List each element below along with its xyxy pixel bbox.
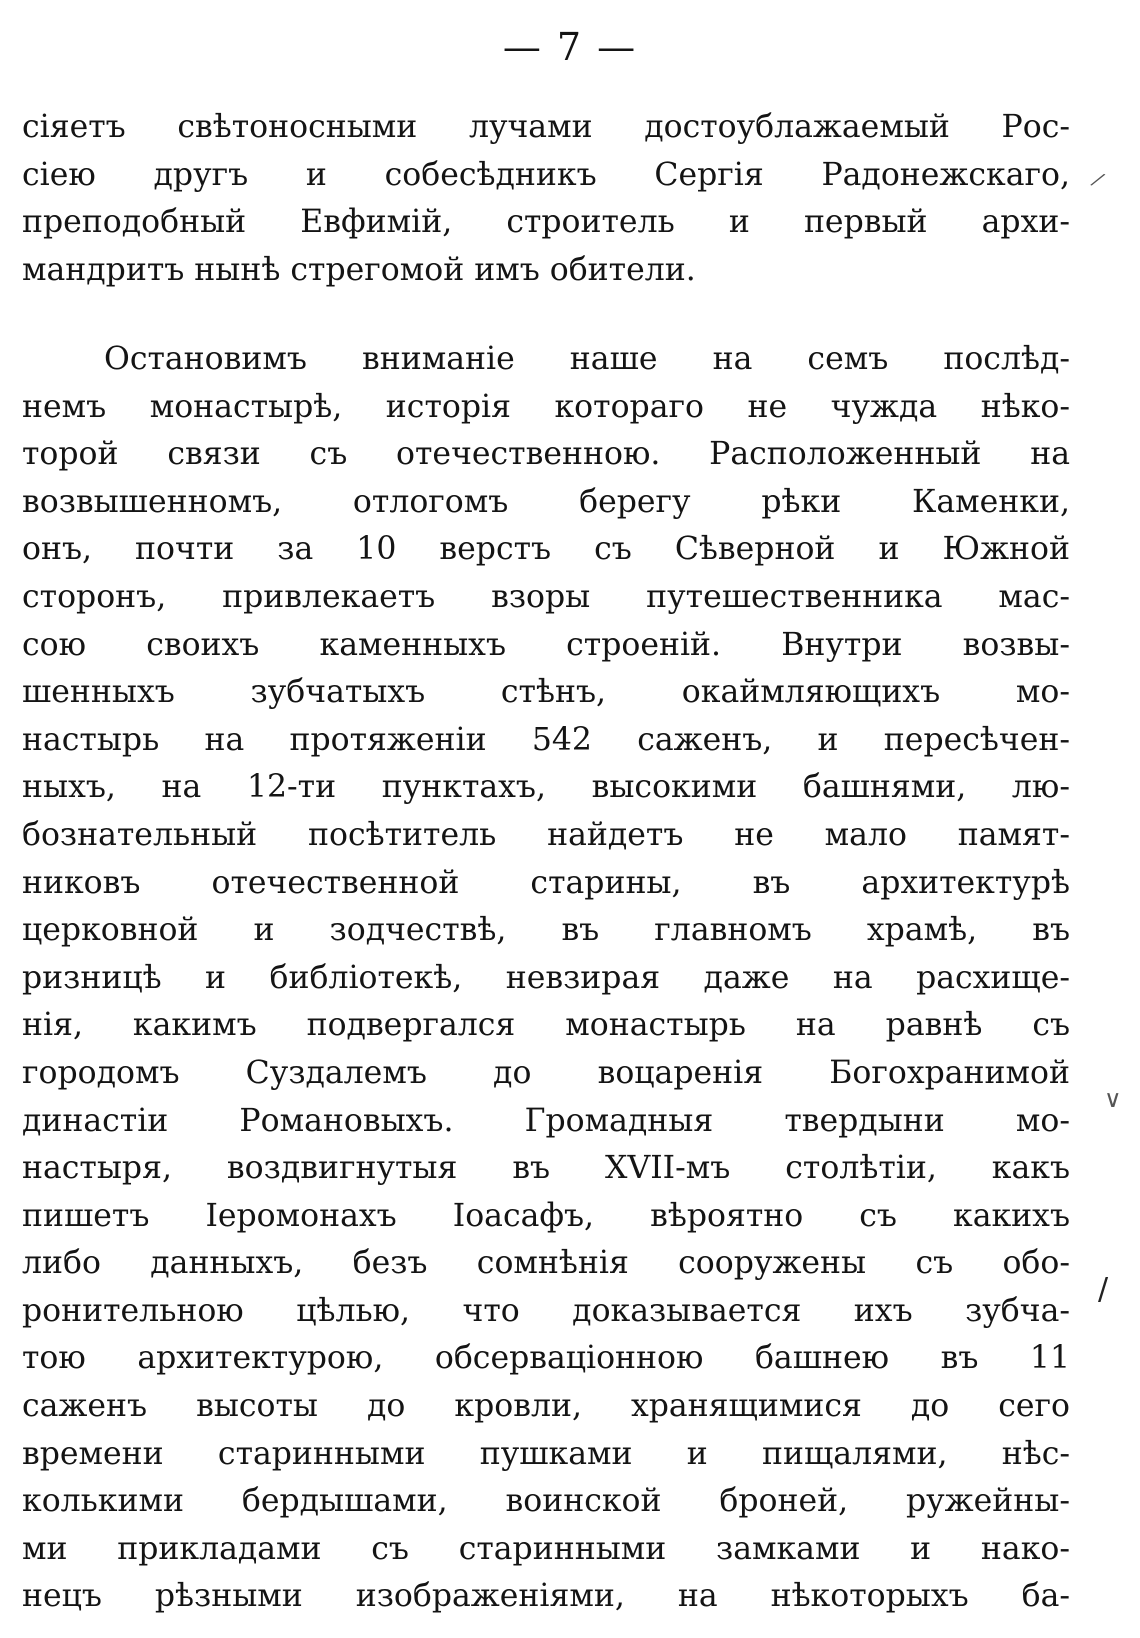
text-line: тою архитектурою, обсерваціонною башнею въ 11 bbox=[22, 1340, 1070, 1377]
text-line: сою своихъ каменныхъ строеній. Внутри возвы- bbox=[22, 626, 1070, 663]
text-line: немъ монастырѣ, исторія котораго не чужда нѣко- bbox=[22, 388, 1070, 425]
text-line: пишетъ Іеромонахъ Іоасафъ, вѣроятно съ какихъ bbox=[22, 1197, 1070, 1234]
text-line: саженъ высоты до кровли, хранящимися до сего bbox=[22, 1388, 1070, 1425]
text-line: городомъ Суздалемъ до воцаренія Богохранимой bbox=[22, 1054, 1070, 1091]
text-line: онъ, почти за 10 верстъ съ Сѣверной и Южной bbox=[22, 531, 1070, 568]
margin-pencil-mark: ⁄ bbox=[1091, 168, 1104, 192]
text-line: сіею другъ и собесѣдникъ Сергія Радонежскаго, bbox=[22, 156, 1070, 193]
text-line: торой связи съ отечественною. Расположенный на bbox=[22, 436, 1070, 473]
text-line: мандритъ нынѣ стрегомой имъ обители. bbox=[22, 251, 696, 288]
page-number: — 7 — bbox=[502, 25, 638, 69]
text-line: настыря, воздвигнутыя въ XVII-мъ столѣтіи, какъ bbox=[22, 1150, 1070, 1187]
text-line: ми прикладами съ старинными замками и нако- bbox=[22, 1530, 1070, 1567]
text-line: Остановимъ вниманіе наше на семъ послѣд- bbox=[104, 341, 1070, 377]
text-line: нія, какимъ подвергался монастырь на равнѣ съ bbox=[22, 1007, 1070, 1044]
text-line: церковной и зодчествѣ, въ главномъ храмѣ, въ bbox=[22, 912, 1070, 949]
margin-check-mark: ∨ bbox=[1104, 1085, 1122, 1113]
text-line: бознательный посѣтитель найдетъ не мало памят- bbox=[22, 816, 1070, 853]
text-line: преподобный Евфимій, строитель и первый архи- bbox=[22, 204, 1070, 241]
margin-pencil-mark: / bbox=[1098, 1272, 1109, 1307]
text-line: сіяетъ свѣтоносными лучами достоублажаемый Рос- bbox=[22, 109, 1070, 145]
text-line: колькими бердышами, воинской броней, ружейны- bbox=[22, 1483, 1070, 1520]
text-line: либо данныхъ, безъ сомнѣнія сооружены съ обо- bbox=[22, 1245, 1070, 1282]
text-line: сторонъ, привлекаетъ взоры путешественника мас- bbox=[22, 578, 1070, 615]
paragraph-2 bbox=[22, 336, 1070, 1621]
text-line: настырь на протяженіи 542 саженъ, и пересѣчен- bbox=[22, 721, 1070, 758]
text-line: никовъ отечественной старины, въ архитектурѣ bbox=[22, 864, 1070, 901]
text-line: ныхъ, на 12-ти пунктахъ, высокими башнями, лю- bbox=[22, 769, 1070, 806]
text-line: династіи Романовыхъ. Громадныя твердыни мо- bbox=[22, 1102, 1070, 1139]
text-line: шенныхъ зубчатыхъ стѣнъ, окаймляющихъ мо- bbox=[22, 674, 1070, 711]
text-line: возвышенномъ, отлогомъ берегу рѣки Каменки, bbox=[22, 483, 1070, 520]
text-line: ризницѣ и библіотекѣ, невзирая даже на расхище- bbox=[22, 959, 1070, 996]
text-line: нецъ рѣзными изображеніями, на нѣкоторыхъ ба- bbox=[22, 1578, 1070, 1615]
text-line: ронительною цѣлью, что доказывается ихъ зубча- bbox=[22, 1292, 1070, 1329]
paragraph-1 bbox=[22, 104, 1070, 294]
text-line: времени старинными пушками и пищалями, нѣс- bbox=[22, 1435, 1070, 1472]
